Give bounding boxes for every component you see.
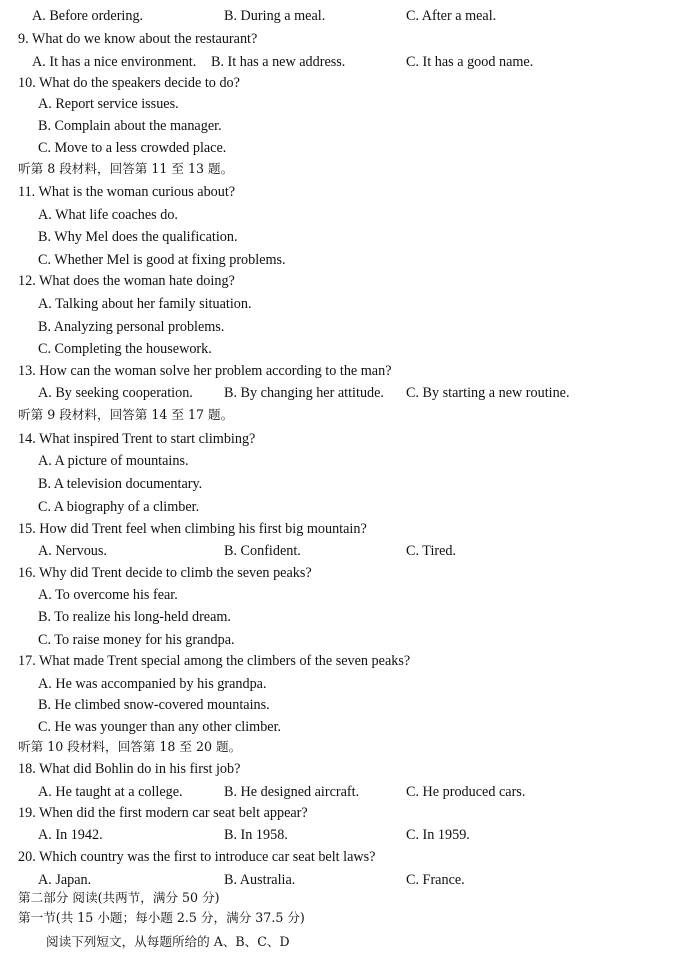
cropped-text-fade bbox=[300, 929, 360, 959]
line-q15-b: B. Confident. bbox=[224, 543, 301, 559]
line-q15-c: C. Tired. bbox=[406, 543, 457, 559]
line-q16-b: B. To realize his long-held dream. bbox=[38, 609, 231, 625]
line-q11-b: B. Why Mel does the qualification. bbox=[38, 229, 238, 245]
line-q15: 15. How did Trent feel when climbing his first big mountain? bbox=[18, 521, 367, 537]
line-q11-a: A. What life coaches do. bbox=[38, 207, 178, 223]
line-sec10: 听第 10 段材料，回答第 18 至 20 题。 bbox=[18, 739, 242, 754]
line-q14: 14. What inspired Trent to start climbing? bbox=[18, 431, 256, 447]
line-q9-a: A. It has a nice environment. bbox=[32, 54, 197, 70]
line-q8-b: B. During a meal. bbox=[224, 8, 326, 24]
line-q13: 13. How can the woman solve her problem according to the man? bbox=[18, 363, 392, 379]
line-q18: 18. What did Bohlin do in his first job? bbox=[18, 761, 241, 777]
line-q10-c: C. Move to a less crowded place. bbox=[38, 140, 227, 156]
line-q11-c: C. Whether Mel is good at fixing problems. bbox=[38, 252, 286, 268]
line-q14-a: A. A picture of mountains. bbox=[38, 453, 189, 469]
line-sec8: 听第 8 段材料，回答第 11 至 13 题。 bbox=[18, 161, 234, 176]
line-q10: 10. What do the speakers decide to do? bbox=[18, 75, 240, 91]
line-q17-b: B. He climbed snow-covered mountains. bbox=[38, 697, 270, 713]
line-instr: 阅读下列短文，从每题所给的 A、B、C、D bbox=[46, 934, 290, 949]
line-q13-c: C. By starting a new routine. bbox=[406, 385, 570, 401]
line-q17-a: A. He was accompanied by his grandpa. bbox=[38, 676, 267, 692]
line-q13-b: B. By changing her attitude. bbox=[224, 385, 384, 401]
line-q14-c: C. A biography of a climber. bbox=[38, 499, 200, 515]
line-q20: 20. Which country was the first to introduce car seat belt laws? bbox=[18, 849, 376, 865]
line-q8-c: C. After a meal. bbox=[406, 8, 497, 24]
line-q18-a: A. He taught at a college. bbox=[38, 784, 183, 800]
line-q8-a: A. Before ordering. bbox=[32, 8, 144, 24]
line-q9-b: B. It has a new address. bbox=[211, 54, 346, 70]
line-sec9: 听第 9 段材料，回答第 14 至 17 题。 bbox=[18, 407, 234, 422]
line-q20-b: B. Australia. bbox=[224, 872, 296, 888]
line-q12-a: A. Talking about her family situation. bbox=[38, 296, 252, 312]
line-q19: 19. When did the first modern car seat belt appear? bbox=[18, 805, 308, 821]
line-q18-b: B. He designed aircraft. bbox=[224, 784, 360, 800]
line-q17: 17. What made Trent special among the climbers of the seven peaks? bbox=[18, 653, 411, 669]
line-q20-c: C. France. bbox=[406, 872, 465, 888]
line-q10-b: B. Complain about the manager. bbox=[38, 118, 222, 134]
line-q10-a: A. Report service issues. bbox=[38, 96, 179, 112]
line-q19-b: B. In 1958. bbox=[224, 827, 288, 843]
line-q17-c: C. He was younger than any other climber. bbox=[38, 719, 282, 735]
line-q16-a: A. To overcome his fear. bbox=[38, 587, 178, 603]
line-q9-c: C. It has a good name. bbox=[406, 54, 534, 70]
line-q9: 9. What do we know about the restaurant? bbox=[18, 31, 258, 47]
line-q11: 11. What is the woman curious about? bbox=[18, 184, 236, 200]
line-q19-a: A. In 1942. bbox=[38, 827, 103, 843]
line-q12-c: C. Completing the housework. bbox=[38, 341, 212, 357]
line-q13-a: A. By seeking cooperation. bbox=[38, 385, 193, 401]
line-q12: 12. What does the woman hate doing? bbox=[18, 273, 235, 289]
line-q20-a: A. Japan. bbox=[38, 872, 92, 888]
line-q16: 16. Why did Trent decide to climb the seven peaks? bbox=[18, 565, 312, 581]
line-sec1: 第一节(共 15 小题；每小题 2.5 分，满分 37.5 分) bbox=[18, 910, 305, 925]
line-q19-c: C. In 1959. bbox=[406, 827, 470, 843]
line-q15-a: A. Nervous. bbox=[38, 543, 107, 559]
line-q18-c: C. He produced cars. bbox=[406, 784, 526, 800]
line-part2: 第二部分 阅读(共两节，满分 50 分) bbox=[18, 890, 220, 905]
line-q14-b: B. A television documentary. bbox=[38, 476, 203, 492]
line-q12-b: B. Analyzing personal problems. bbox=[38, 319, 225, 335]
line-q16-c: C. To raise money for his grandpa. bbox=[38, 632, 235, 648]
